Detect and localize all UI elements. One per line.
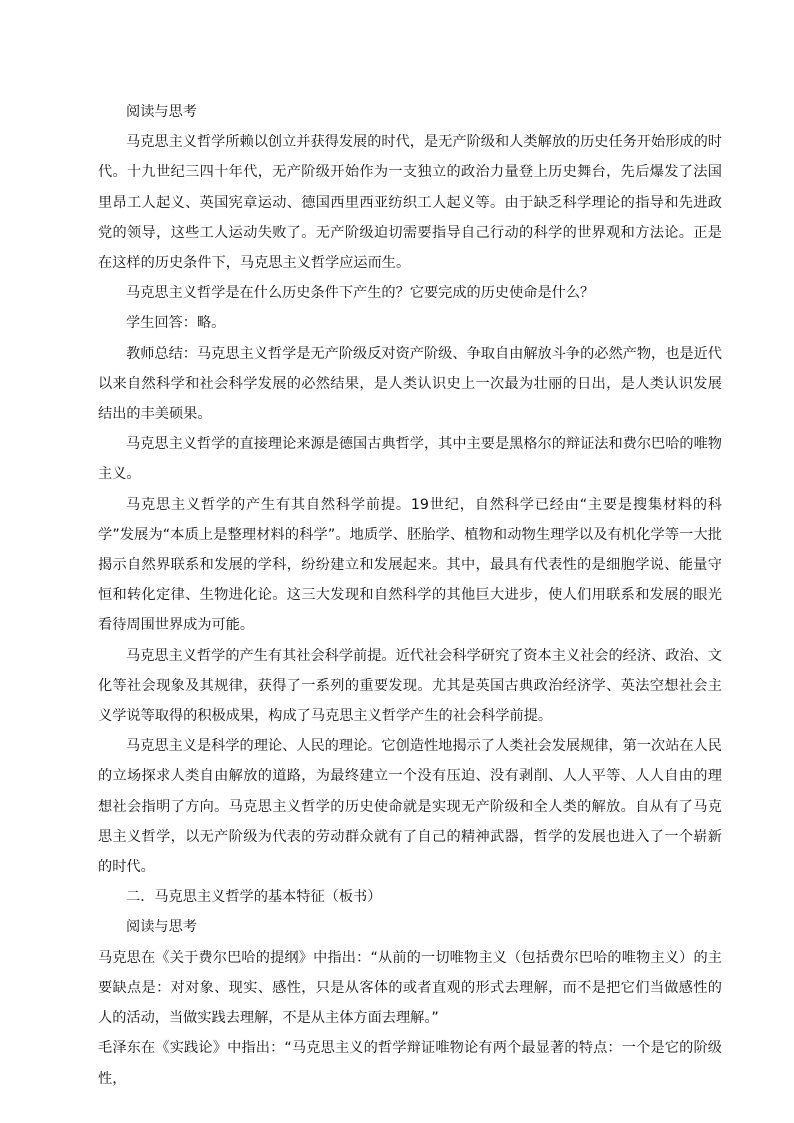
paragraph-historical-mission: 马克思主义是科学的理论、人民的理论。它创造性地揭示了人类社会发展规律，第一次站在人民的立场探求人类自由解放的道路，为最终建立一个没有压迫、没有剥削、人人平等、人人自由的理想社会指明了方向。马克思主义哲学的历史使命就是实现无产阶级和全人类的解放。自从有了马克思主义哲学，以无产阶级为代表的劳动群众就有了自己的精神武器，哲学的发展也进入了一个崭新的时代。	[98, 738, 722, 876]
document-body	[98, 97, 722, 1094]
section-heading-reading-2: 阅读与思考	[126, 919, 197, 936]
paragraph-theoretical-source: 马克思主义哲学的直接理论来源是德国古典哲学，其中主要是黑格尔的辩证法和费尔巴哈的唯物主义。	[98, 436, 722, 483]
paragraph-historical-background: 马克思主义哲学所赖以创立并获得发展的时代，是无产阶级和人类解放的历史任务开始形成的时代。十九世纪三四十年代，无产阶级开始作为一支独立的政治力量登上历史舞台，先后爆发了法国里昂工人起义、英国宪章运动、德国西里西亚纺织工人起义等。由于缺乏科学理论的指导和先进政党的领导，这些工人运动失败了。无产阶级迫切需要指导自己行动的科学的世界观和方法论。正是在这样的历史条件下，马克思主义哲学应运而生。	[98, 134, 722, 272]
paragraph-marx-quote: 马克思在《关于费尔巴哈的提纲》中指出：“从前的一切唯物主义（包括费尔巴哈的唯物主义）的主要缺点是：对对象、现实、感性，只是从客体的或者直观的形式去理解，而不是把它们当做感性的人的活动，当做实践去理解，不是从主体方面去理解。”	[98, 949, 722, 1027]
paragraph-question: 马克思主义哲学是在什么历史条件下产生的？它要完成的历史使命是什么？	[126, 285, 595, 302]
section-heading-reading: 阅读与思考	[126, 104, 197, 120]
paragraph-mao-quote: 毛泽东在《实践论》中指出：“马克思主义的哲学辩证唯物论有两个最显著的特点：一个是它的阶级性，	[98, 1040, 722, 1087]
paragraph-social-science-premise: 马克思主义哲学的产生有其社会科学前提。近代社会科学研究了资本主义社会的经济、政治、文化等社会现象及其规律，获得了一系列的重要发现。尤其是英国古典政治经济学、英法空想社会主义学说等取得的积极成果，构成了马克思主义哲学产生的社会科学前提。	[98, 647, 722, 725]
paragraph-natural-science-premise: 马克思主义哲学的产生有其自然科学前提。19世纪，自然科学已经由“主要是搜集材料的科学”发展为“本质上是整理材料的科学”。地质学、胚胎学、植物和动物生理学以及有机化学等一大批揭示自然界联系和发展的学科，纷纷建立和发展起来。其中，最具有代表性的是细胞学说、能量守恒和转化定律、生物进化论。这三大发现和自然科学的其他巨大进步，使人们用联系和发展的眼光看待周围世界成为可能。	[98, 496, 722, 634]
paragraph-teacher-summary: 教师总结：马克思主义哲学是无产阶级反对资产阶级、争取自由解放斗争的必然产物，也是近代以来自然科学和社会科学发展的必然结果，是人类认识史上一次最为壮丽的日出，是人类认识发展结出的丰美硕果。	[98, 345, 722, 423]
section-heading-basic-features: 二．马克思主义哲学的基本特征（板书）	[126, 889, 382, 906]
paragraph-student-answer: 学生回答：略。	[126, 315, 226, 332]
